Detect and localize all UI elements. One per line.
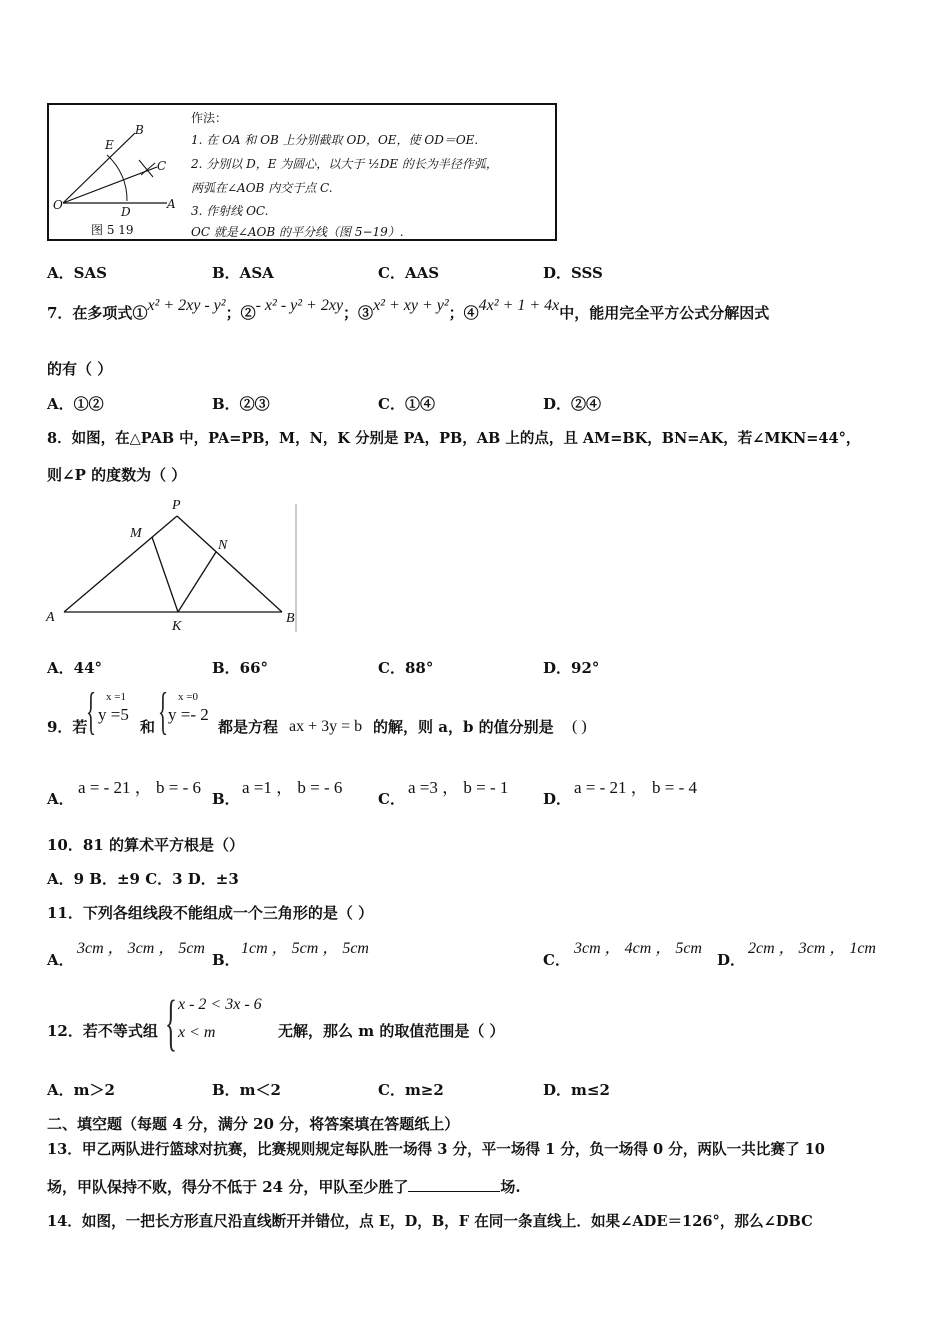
q6-option-b: B．ASA <box>212 264 274 282</box>
label-n: N <box>218 538 228 553</box>
q7-option-a: A．①② <box>47 395 104 413</box>
q12-option-a: A．m＞2 <box>47 1081 115 1099</box>
method-title: 作法： <box>191 111 228 125</box>
side-pb <box>177 516 282 612</box>
q9-option-d-label: D． <box>543 790 572 808</box>
q7-option-b: B．②③ <box>212 395 270 413</box>
q6-construction-figure <box>47 103 557 241</box>
q7-poly3: x² + xy + y² <box>373 297 449 314</box>
ray-ob <box>63 133 135 203</box>
label-k: K <box>172 619 182 634</box>
side-pa <box>64 516 177 612</box>
q9-option-b-label: B． <box>212 790 240 808</box>
q8-triangle-figure <box>44 500 300 638</box>
q11-option-b-label: B． <box>212 951 240 969</box>
q14-line1: 14．如图，一把长方形直尺沿直线断开并错位，点 E，D，B，F 在同一条直线上．如果∠ADE＝126°，那么∠DBC <box>47 1213 813 1230</box>
q7-sep2: ；③ <box>343 304 374 322</box>
q7-poly4: 4x² + 1 + 4x <box>478 297 560 314</box>
segment-nk <box>178 552 216 612</box>
q7-option-c: C．①④ <box>378 395 435 413</box>
label-a: A <box>46 610 55 625</box>
q7-sep3: ；④ <box>448 304 479 322</box>
q6-option-a: A．SAS <box>47 264 107 282</box>
q13-line2a: 场，甲队保持不败，得分不低于 24 分，甲队至少胜了 <box>47 1178 409 1196</box>
q7-option-d: D．②④ <box>543 395 602 413</box>
q8-option-c: C．88° <box>378 659 434 677</box>
q11-option-c-label: C． <box>543 951 570 969</box>
figure-caption: 图 5 19 <box>91 223 134 237</box>
label-a: A <box>167 197 176 211</box>
label-m: M <box>130 526 142 541</box>
q11-option-d: 2cm ， 3cm ， 1cm <box>748 940 876 957</box>
q9-mid: 和 <box>140 718 156 736</box>
label-o: O <box>53 198 63 212</box>
q6-option-d: D．SSS <box>543 264 603 282</box>
label-c: C <box>157 159 167 173</box>
q9-option-d: a = - 21 ， b = - 4 <box>574 778 698 797</box>
segment-mk <box>152 537 178 612</box>
q9-paren: ( ) <box>572 718 587 735</box>
q7-suffix: 中，能用完全平方公式分解因式 <box>559 304 770 322</box>
q7-stem <box>47 297 770 323</box>
q12-brace: { <box>165 989 177 1057</box>
q13-answer-blank[interactable] <box>408 1177 500 1192</box>
q11-option-a-label: A． <box>47 951 74 969</box>
q10-options: A．9 B．±9 C．3 D．±3 <box>47 870 239 888</box>
q13-line2b: 场. <box>500 1178 521 1196</box>
q13-line2 <box>47 1176 521 1197</box>
label-p: P <box>172 498 181 513</box>
q11-option-b: 1cm ， 5cm ， 5cm <box>241 940 369 957</box>
q9-sys1-bot: y =5 <box>98 705 129 724</box>
q9-sys2-brace: { <box>158 683 168 740</box>
q8-option-a: A．44° <box>47 659 103 677</box>
method-step3: 3. 作射线 OC. <box>191 204 269 218</box>
q9-text: 都是方程 <box>218 718 279 736</box>
q8-option-b: B．66° <box>212 659 269 677</box>
q9-text2: 的解，则 a，b 的值分别是 <box>373 718 554 736</box>
q7-line2: 的有（ ） <box>47 360 113 378</box>
arc-de <box>107 155 127 201</box>
ray-oc <box>63 167 157 203</box>
q9-option-b: a =1 ， b = - 6 <box>242 778 343 797</box>
method-conclusion: OC 就是∠AOB 的平分线（图 5−19）. <box>191 225 404 239</box>
q11-option-d-label: D． <box>717 951 746 969</box>
q12-option-b: B．m＜2 <box>212 1081 281 1099</box>
method-step1: 1. 在 OA 和 OB 上分别截取 OD，OE，使 OD＝OE. <box>191 133 479 147</box>
method-step2: 2. 分别以 D，E 为圆心，以大于 ½DE 的长为半径作弧， <box>191 157 498 171</box>
q12-inequality-1: x - 2 < 3x - 6 <box>178 996 262 1013</box>
label-b: B <box>286 611 295 626</box>
q7-sep1: ；② <box>225 304 256 322</box>
q12-option-d: D．m≤2 <box>543 1081 610 1099</box>
q11-stem: 11．下列各组线段不能组成一个三角形的是（ ） <box>47 904 374 922</box>
triangle-diagram <box>44 500 300 638</box>
q12-inequality-2: x < m <box>178 1024 216 1041</box>
angle-bisector-diagram <box>49 105 189 235</box>
section-2-heading: 二、填空题（每题 4 分，满分 20 分，将答案填在答题纸上） <box>47 1115 460 1133</box>
q9-equation: ax + 3y = b <box>289 718 363 735</box>
q7-poly1: x² + 2xy - y² <box>147 297 226 314</box>
q7-poly2: - x² - y² + 2xy <box>255 297 344 314</box>
label-b: B <box>135 123 144 137</box>
q9-option-c-label: C． <box>378 790 405 808</box>
q12-prefix: 12．若不等式组 <box>47 1022 158 1040</box>
q9-option-a: a = - 21 ， b = - 6 <box>78 778 202 797</box>
q9-sys1-top: x =1 <box>106 691 126 703</box>
q13-line1: 13．甲乙两队进行篮球对抗赛，比赛规则规定每队胜一场得 3 分，平一场得 1 分，负一场得 0 分，两队一共比赛了 10 <box>47 1141 825 1158</box>
label-d: D <box>121 205 131 219</box>
q9-option-a-label: A． <box>47 790 74 808</box>
q9-prefix: 9．若 <box>47 718 88 736</box>
q11-option-c: 3cm ， 4cm ， 5cm <box>574 940 702 957</box>
q7-prefix: 7．在多项式① <box>47 304 148 322</box>
q8-line1: 8．如图，在△PAB 中，PA=PB，M，N，K 分别是 PA，PB，AB 上的点，且 AM=BK，BN=AK，若∠MKN=44°， <box>47 430 861 447</box>
label-e: E <box>105 138 114 152</box>
q9-sys1-brace: { <box>86 683 96 740</box>
q9-sys2-bot: y =- 2 <box>168 705 209 724</box>
q11-option-a: 3cm ， 3cm ， 5cm <box>77 940 205 957</box>
method-step2b: 两弧在∠AOB 内交于点 C. <box>191 181 333 195</box>
q9-option-c: a =3 ， b = - 1 <box>408 778 509 797</box>
q9-sys2-top: x =0 <box>178 691 198 703</box>
q8-line2: 则∠P 的度数为（ ） <box>47 466 187 484</box>
q12-option-c: C．m≥2 <box>378 1081 444 1099</box>
q6-option-c: C．AAS <box>378 264 440 282</box>
q8-option-d: D．92° <box>543 659 600 677</box>
q10-stem: 10．81 的算术平方根是（） <box>47 836 244 854</box>
q12-suffix: 无解，那么 m 的取值范围是（ ） <box>278 1022 505 1040</box>
